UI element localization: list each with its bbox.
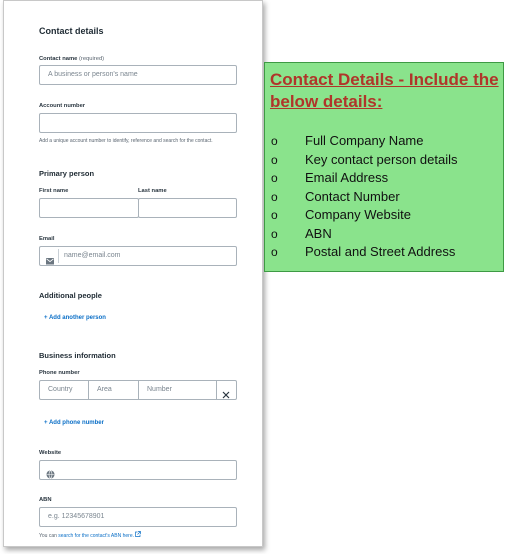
note-item xyxy=(265,207,505,226)
note-item xyxy=(265,226,505,245)
globe-icon xyxy=(46,466,55,484)
phone-area-input[interactable] xyxy=(89,381,139,399)
abn-search-link[interactable]: search for the contact's ABN here. xyxy=(58,533,134,539)
note-item xyxy=(265,133,505,152)
note-item-text: ABN xyxy=(305,225,332,241)
required-indicator: (required) xyxy=(78,56,105,62)
phone-number-label: Phone number xyxy=(39,370,80,376)
note-item xyxy=(265,244,505,263)
note-item xyxy=(265,189,505,208)
bullet-icon: o xyxy=(271,208,278,222)
contact-name-label xyxy=(39,56,104,62)
account-number-input[interactable] xyxy=(39,113,237,133)
note-item-text: Key contact person details xyxy=(305,151,458,167)
contact-name-input[interactable] xyxy=(39,65,237,85)
external-link-icon xyxy=(135,533,141,539)
abn-placeholder: e.g. 12345678901 xyxy=(48,513,105,520)
first-name-label: First name xyxy=(39,188,69,194)
bullet-icon: o xyxy=(271,152,278,167)
abn-label: ABN xyxy=(39,497,52,503)
envelope-icon xyxy=(46,252,54,270)
last-name-input[interactable] xyxy=(138,198,237,218)
note-item-text: Full Company Name xyxy=(305,133,424,148)
add-another-person-link[interactable]: + Add another person xyxy=(44,315,106,321)
contact-name-placeholder: A business or person's name xyxy=(48,71,138,78)
contact-name-label-text: Contact name xyxy=(39,56,78,62)
abn-input[interactable] xyxy=(39,507,237,527)
email-placeholder: name@email.com xyxy=(64,252,121,259)
abn-help xyxy=(39,531,259,539)
note-item xyxy=(265,152,505,171)
email-divider xyxy=(58,249,59,263)
bullet-icon: o xyxy=(271,226,278,241)
instruction-note xyxy=(264,62,504,272)
bullet-icon: o xyxy=(271,134,278,148)
business-information-heading: Business information xyxy=(39,351,116,360)
bullet-icon: o xyxy=(271,245,278,259)
add-phone-number-link[interactable]: + Add phone number xyxy=(44,420,104,426)
phone-number-input[interactable] xyxy=(139,381,217,399)
note-item xyxy=(265,170,505,189)
additional-people-heading: Additional people xyxy=(39,291,102,300)
note-item-text: Postal and Street Address xyxy=(305,244,456,259)
email-field[interactable] xyxy=(39,246,237,266)
phone-area-placeholder: Area xyxy=(97,386,112,393)
phone-country-placeholder: Country xyxy=(48,386,73,393)
clear-phone-button[interactable] xyxy=(217,381,236,399)
note-title: Contact Details - Include the below details: xyxy=(270,70,499,111)
bullet-icon: o xyxy=(271,171,278,185)
abn-help-prefix: You can xyxy=(39,533,57,539)
note-item-text: Contact Number xyxy=(305,188,400,204)
note-item-text: Company Website xyxy=(305,207,411,222)
contact-form-panel xyxy=(3,0,263,547)
account-number-help: Add a unique account number to identify, reference and search for the contact. xyxy=(39,138,213,144)
first-name-input[interactable] xyxy=(39,198,139,218)
close-icon xyxy=(222,386,230,404)
form-title: Contact details xyxy=(39,26,104,36)
bullet-icon: o xyxy=(271,189,278,204)
primary-person-heading: Primary person xyxy=(39,169,95,178)
phone-country-input[interactable] xyxy=(40,381,89,399)
website-label: Website xyxy=(39,450,62,456)
phone-number-placeholder: Number xyxy=(147,386,172,393)
note-list xyxy=(265,133,505,263)
account-number-label: Account number xyxy=(39,103,86,109)
phone-number-group xyxy=(39,380,237,400)
email-label: Email xyxy=(39,236,55,242)
note-item-text: Email Address xyxy=(305,170,389,185)
last-name-label: Last name xyxy=(138,188,167,194)
website-input[interactable] xyxy=(39,460,237,480)
